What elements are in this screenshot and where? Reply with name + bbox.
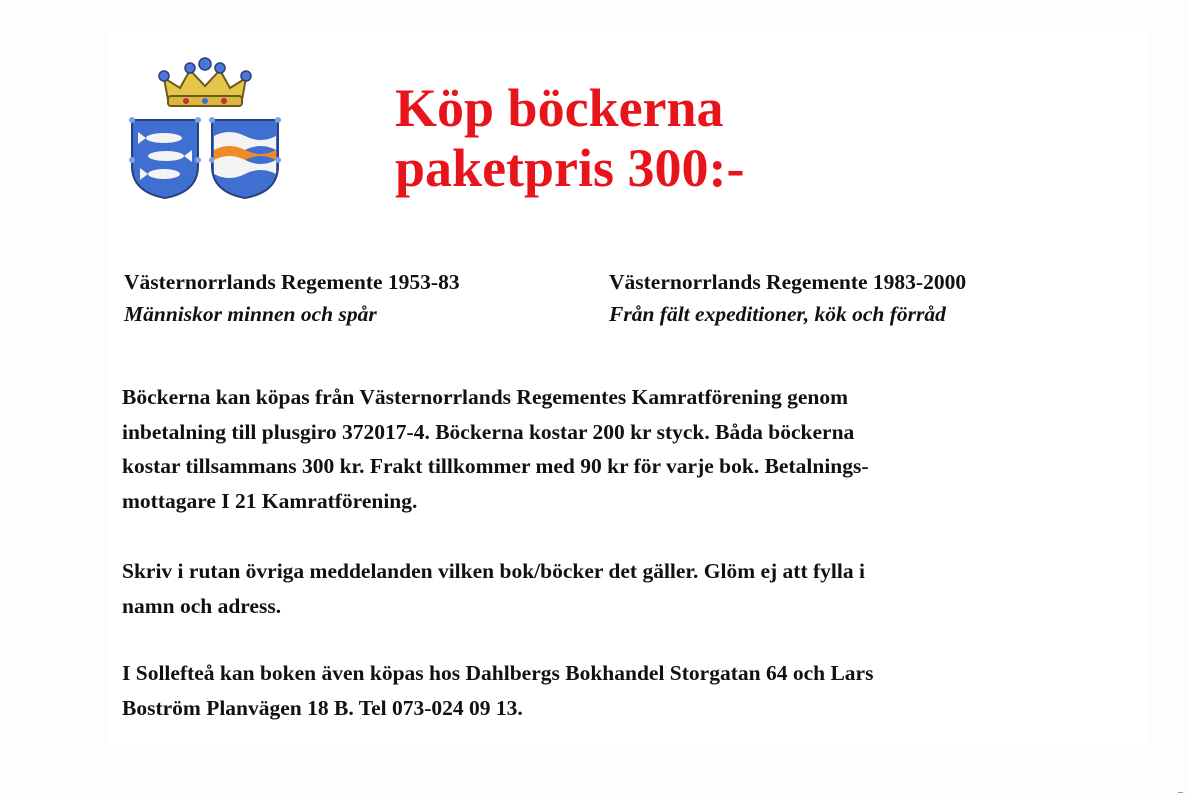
paragraph-line: kostar tillsammans 300 kr. Frakt tillkommer med 90 kr för varje bok. Betalnings- (122, 454, 869, 478)
message-instruction-paragraph (122, 554, 1052, 623)
wave-shield-icon (209, 117, 281, 198)
paragraph-line: mottagare I 21 Kamratförening. (122, 488, 418, 513)
book-entry (609, 266, 966, 330)
book-title: Västernorrlands Regemente 1983-2000 (609, 270, 967, 294)
coat-of-arms-icon (124, 56, 286, 202)
headline-line: paketpris 300:- (395, 138, 745, 198)
fish-shield-icon (129, 117, 201, 198)
paragraph-line: I Sollefteå kan boken även köpas hos Dahlbergs Bokhandel Storgatan 64 och Lars (122, 661, 874, 685)
headline (395, 78, 745, 198)
paragraph-line: namn och adress. (122, 593, 282, 618)
book-subtitle: Människor minnen och spår (124, 302, 377, 326)
book-title: Västernorrlands Regemente 1953-83 (124, 270, 460, 294)
paragraph-line: Böckerna kan köpas från Västernorrlands Regementes Kamratförening genom (122, 385, 848, 409)
corner-mark (1178, 792, 1183, 793)
book-subtitle: Från fält expeditioner, kök och förråd (609, 302, 946, 326)
paragraph-line: inbetalning till plusgiro 372017-4. Böckerna kostar 200 kr styck. Båda böckerna (122, 419, 855, 444)
book-entry (124, 266, 460, 330)
crown-icon (159, 58, 251, 106)
paragraph-line: Boström Planvägen 18 B. Tel 073-024 09 13. (122, 695, 523, 720)
purchase-info-paragraph (122, 380, 1052, 518)
headline-line: Köp böckerna (395, 78, 724, 138)
paragraph-line: Skriv i rutan övriga meddelanden vilken bok/böcker det gäller. Glöm ej att fylla i (122, 559, 865, 583)
store-info-paragraph (122, 656, 1052, 725)
